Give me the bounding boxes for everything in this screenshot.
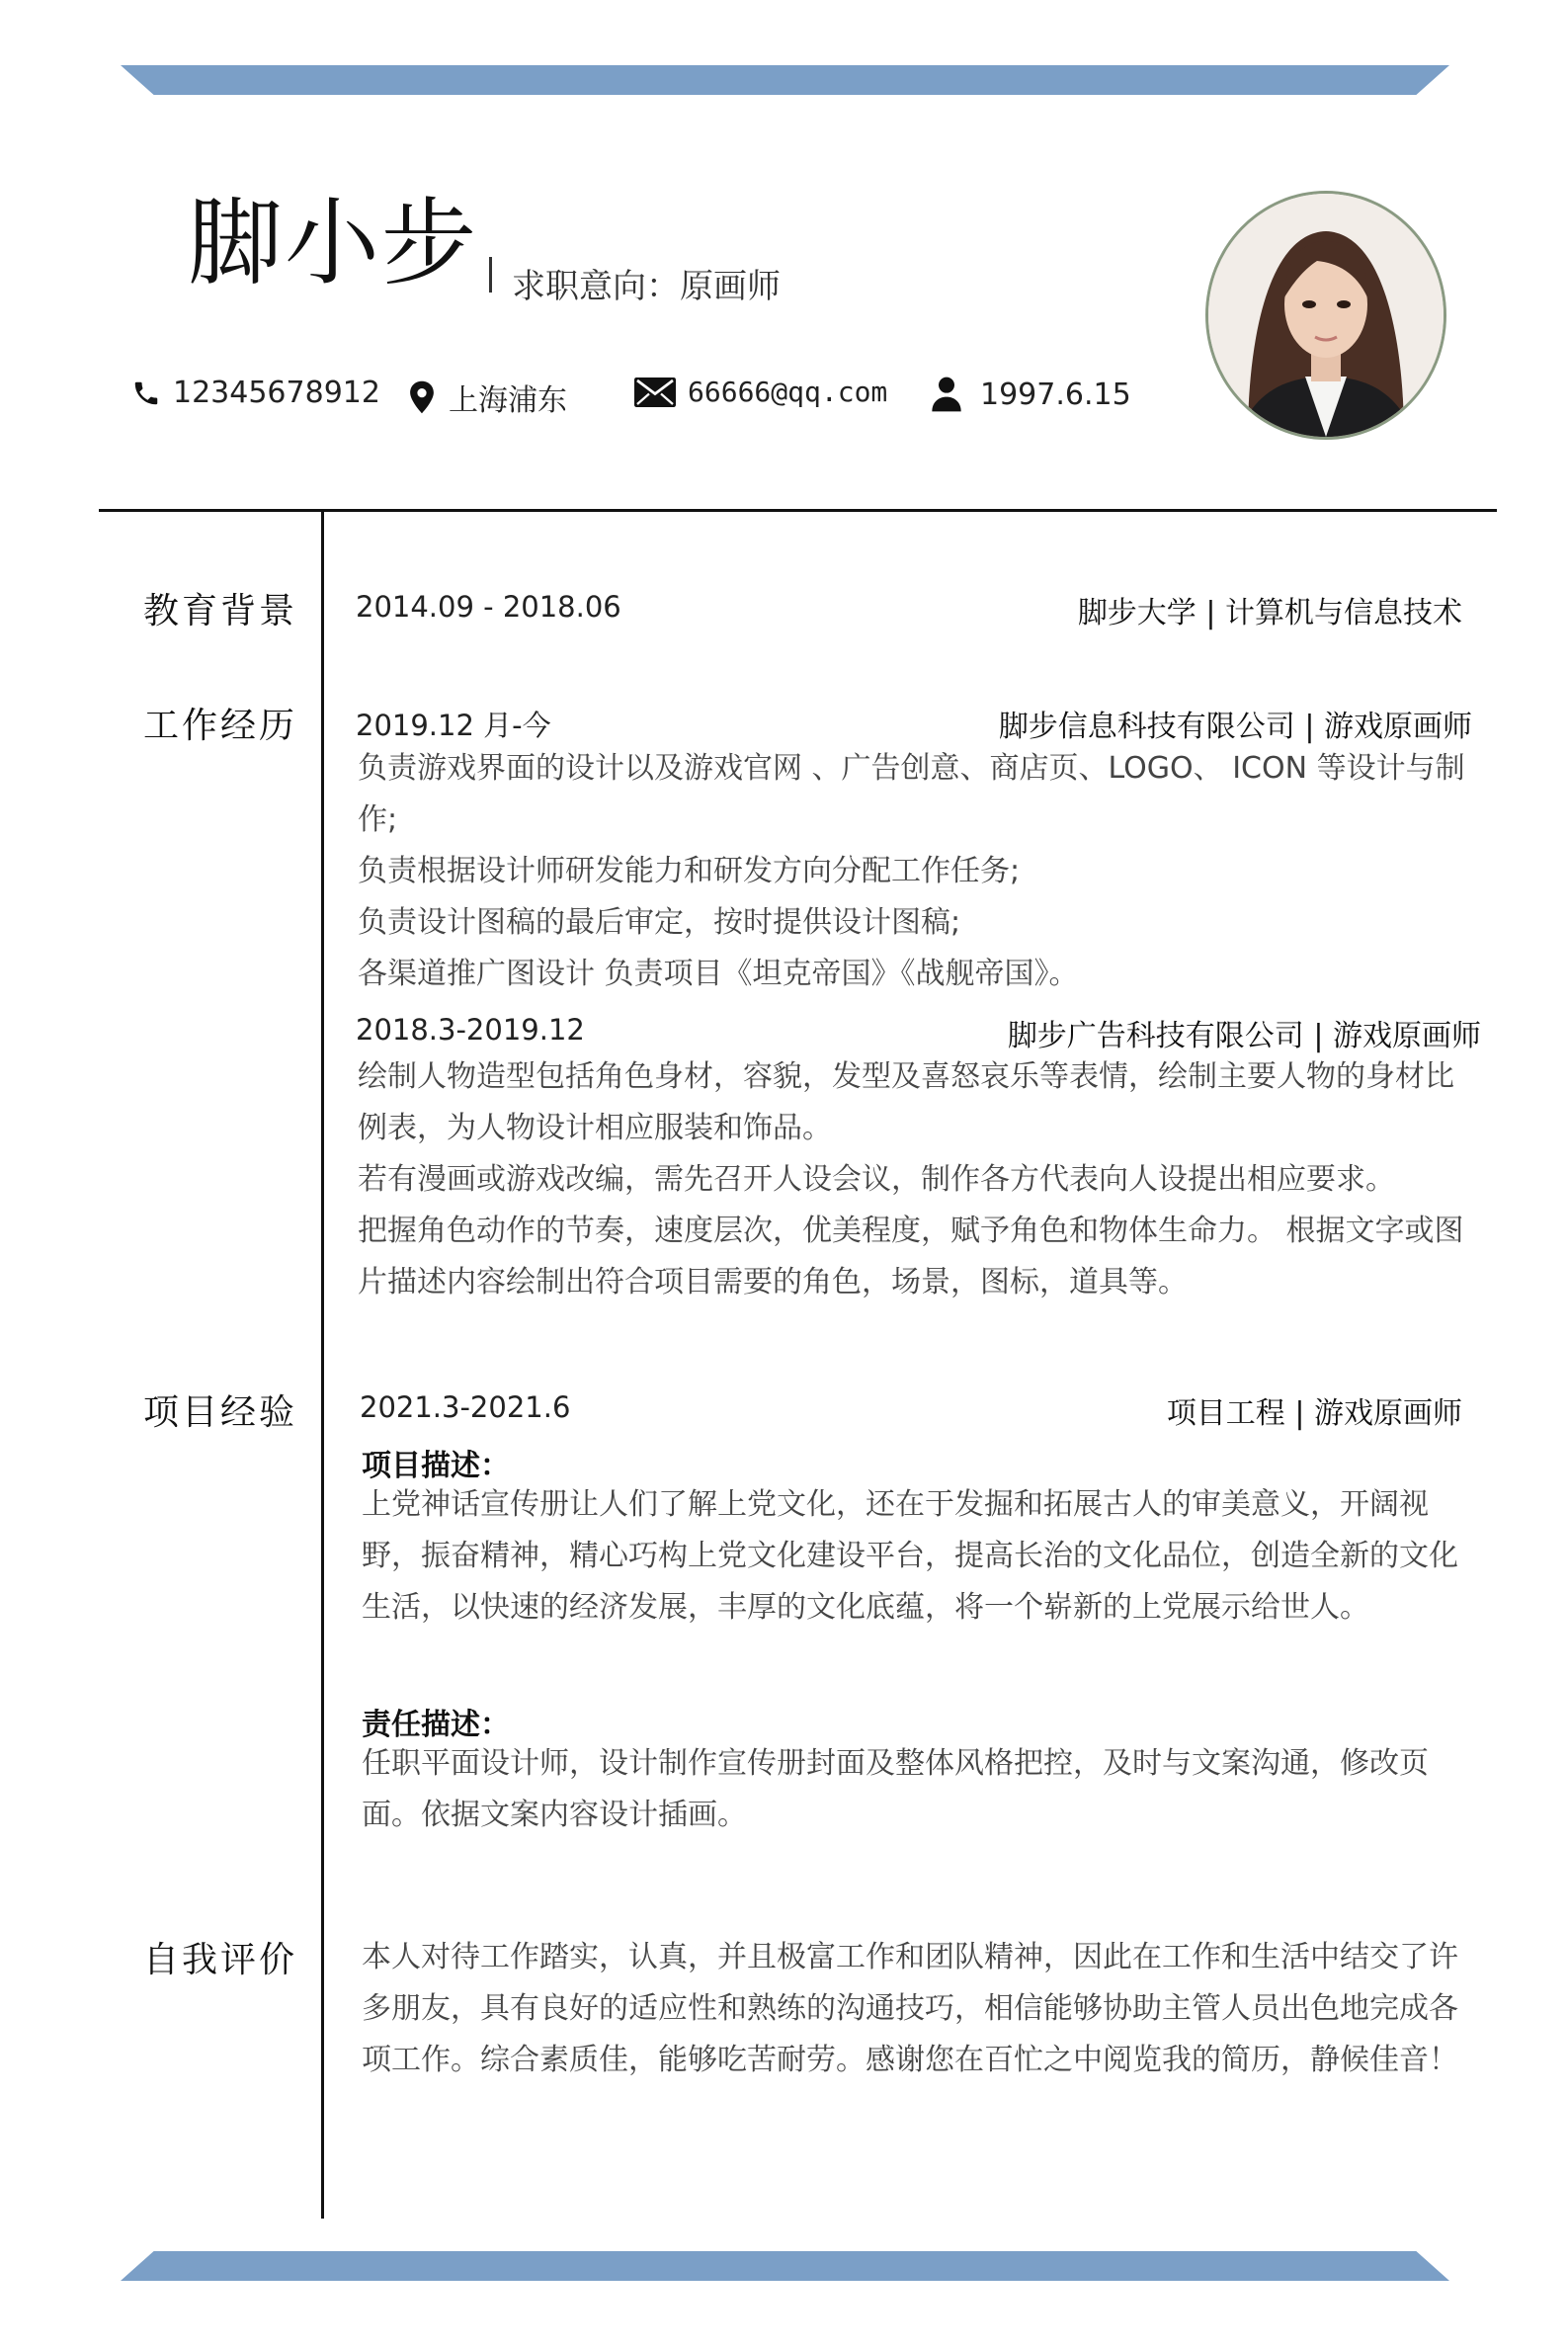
job-1-line: 负责游戏界面的设计以及游戏官网 、广告创意、商店页、LOGO、 ICON 等设计与制作; — [358, 751, 1465, 837]
person-icon — [931, 376, 962, 413]
job-2-company: 脚步广告科技有限公司 | 游戏原画师 — [1007, 1019, 1481, 1053]
bottom-decorative-band — [121, 2251, 1449, 2281]
location-text: 上海浦东 — [449, 383, 567, 418]
education-date: 2014.09 - 2018.06 — [356, 590, 621, 624]
education-school: 脚步大学 | 计算机与信息技术 — [1077, 596, 1462, 630]
job-1-line: 各渠道推广图设计 负责项目《坦克帝国》《战舰帝国》。 — [358, 957, 1079, 991]
phone-icon — [131, 378, 161, 408]
contact-birthday — [931, 376, 1131, 413]
job-1-description — [358, 743, 1474, 1000]
email-text: 66666@qq.com — [688, 376, 888, 408]
job-1-date: 2019.12 月-今 — [356, 709, 551, 742]
section-title-education: 教育背景 — [143, 591, 298, 631]
candidate-name: 脚小步 — [188, 188, 478, 298]
job-2-line: 把握角色动作的节奏，速度层次，优美程度，赋予角色和物体生命力。 根据文字或图片描述内容绘制出符合项目需要的角色，场景，图标，道具等。 — [358, 1214, 1464, 1300]
profile-photo — [1205, 191, 1446, 440]
job-2-date: 2018.3-2019.12 — [356, 1013, 585, 1047]
job-intent: 求职意向：原画师 — [512, 267, 781, 306]
contact-email — [634, 376, 887, 408]
location-pin-icon — [407, 379, 437, 415]
job-1-line: 负责设计图稿的最后审定，按时提供设计图稿; — [358, 905, 961, 940]
project-date: 2021.3-2021.6 — [360, 1390, 571, 1424]
job-2-line: 绘制人物造型包括角色身材，容貌，发型及喜怒哀乐等表情，绘制主要人物的身材比例表，为人物设计相应服装和饰品。 — [358, 1059, 1454, 1145]
self-evaluation-text: 本人对待工作踏实，认真，并且极富工作和团队精神，因此在工作和生活中结交了许多朋友，具有良好的适应性和熟练的沟通技巧，相信能够协助主管人员出色地完成各项工作。综合素质佳，能够吃苦耐劳。感谢您在百忙之中阅览我的简历，静候佳音！ — [362, 1940, 1458, 2077]
birthday-text: 1997.6.15 — [980, 377, 1131, 412]
contact-phone — [131, 376, 380, 410]
section-title-self-evaluation: 自我评价 — [143, 1940, 298, 1980]
responsibility-description: 任职平面设计师，设计制作宣传册封面及整体风格把控，及时与文案沟通，修改页面。依据文案内容设计插画。 — [362, 1746, 1429, 1832]
vertical-timeline-rule — [321, 511, 324, 2219]
name-separator — [489, 257, 492, 293]
job-2-line: 若有漫画或游戏改编，需先召开人设会议，制作各方代表向人设提出相应要求。 — [358, 1162, 1395, 1197]
contact-location — [407, 376, 567, 419]
job-2-description — [358, 1051, 1474, 1308]
job-1-line: 负责根据设计师研发能力和研发方向分配工作任务; — [358, 854, 1021, 888]
mail-icon — [634, 378, 676, 407]
portrait-image — [1208, 194, 1444, 437]
project-description: 上党神话宣传册让人们了解上党文化，还在于发掘和拓展古人的审美意义，开阔视野，振奋精神，精心巧构上党文化建设平台，提高长治的文化品位，创造全新的文化生活，以快速的经济发展，丰厚的文化底蕴，将一个崭新的上党展示给世人。 — [362, 1487, 1458, 1625]
header-divider — [99, 509, 1497, 512]
project-role: 项目工程 | 游戏原画师 — [1166, 1396, 1462, 1431]
top-decorative-band — [121, 65, 1449, 95]
section-title-project: 项目经验 — [143, 1392, 298, 1433]
project-description-label: 项目描述： — [362, 1449, 510, 1483]
job-1-company: 脚步信息科技有限公司 | 游戏原画师 — [998, 710, 1472, 744]
section-title-work: 工作经历 — [143, 706, 298, 746]
phone-number: 12345678912 — [173, 376, 380, 410]
responsibility-label: 责任描述： — [362, 1708, 510, 1742]
